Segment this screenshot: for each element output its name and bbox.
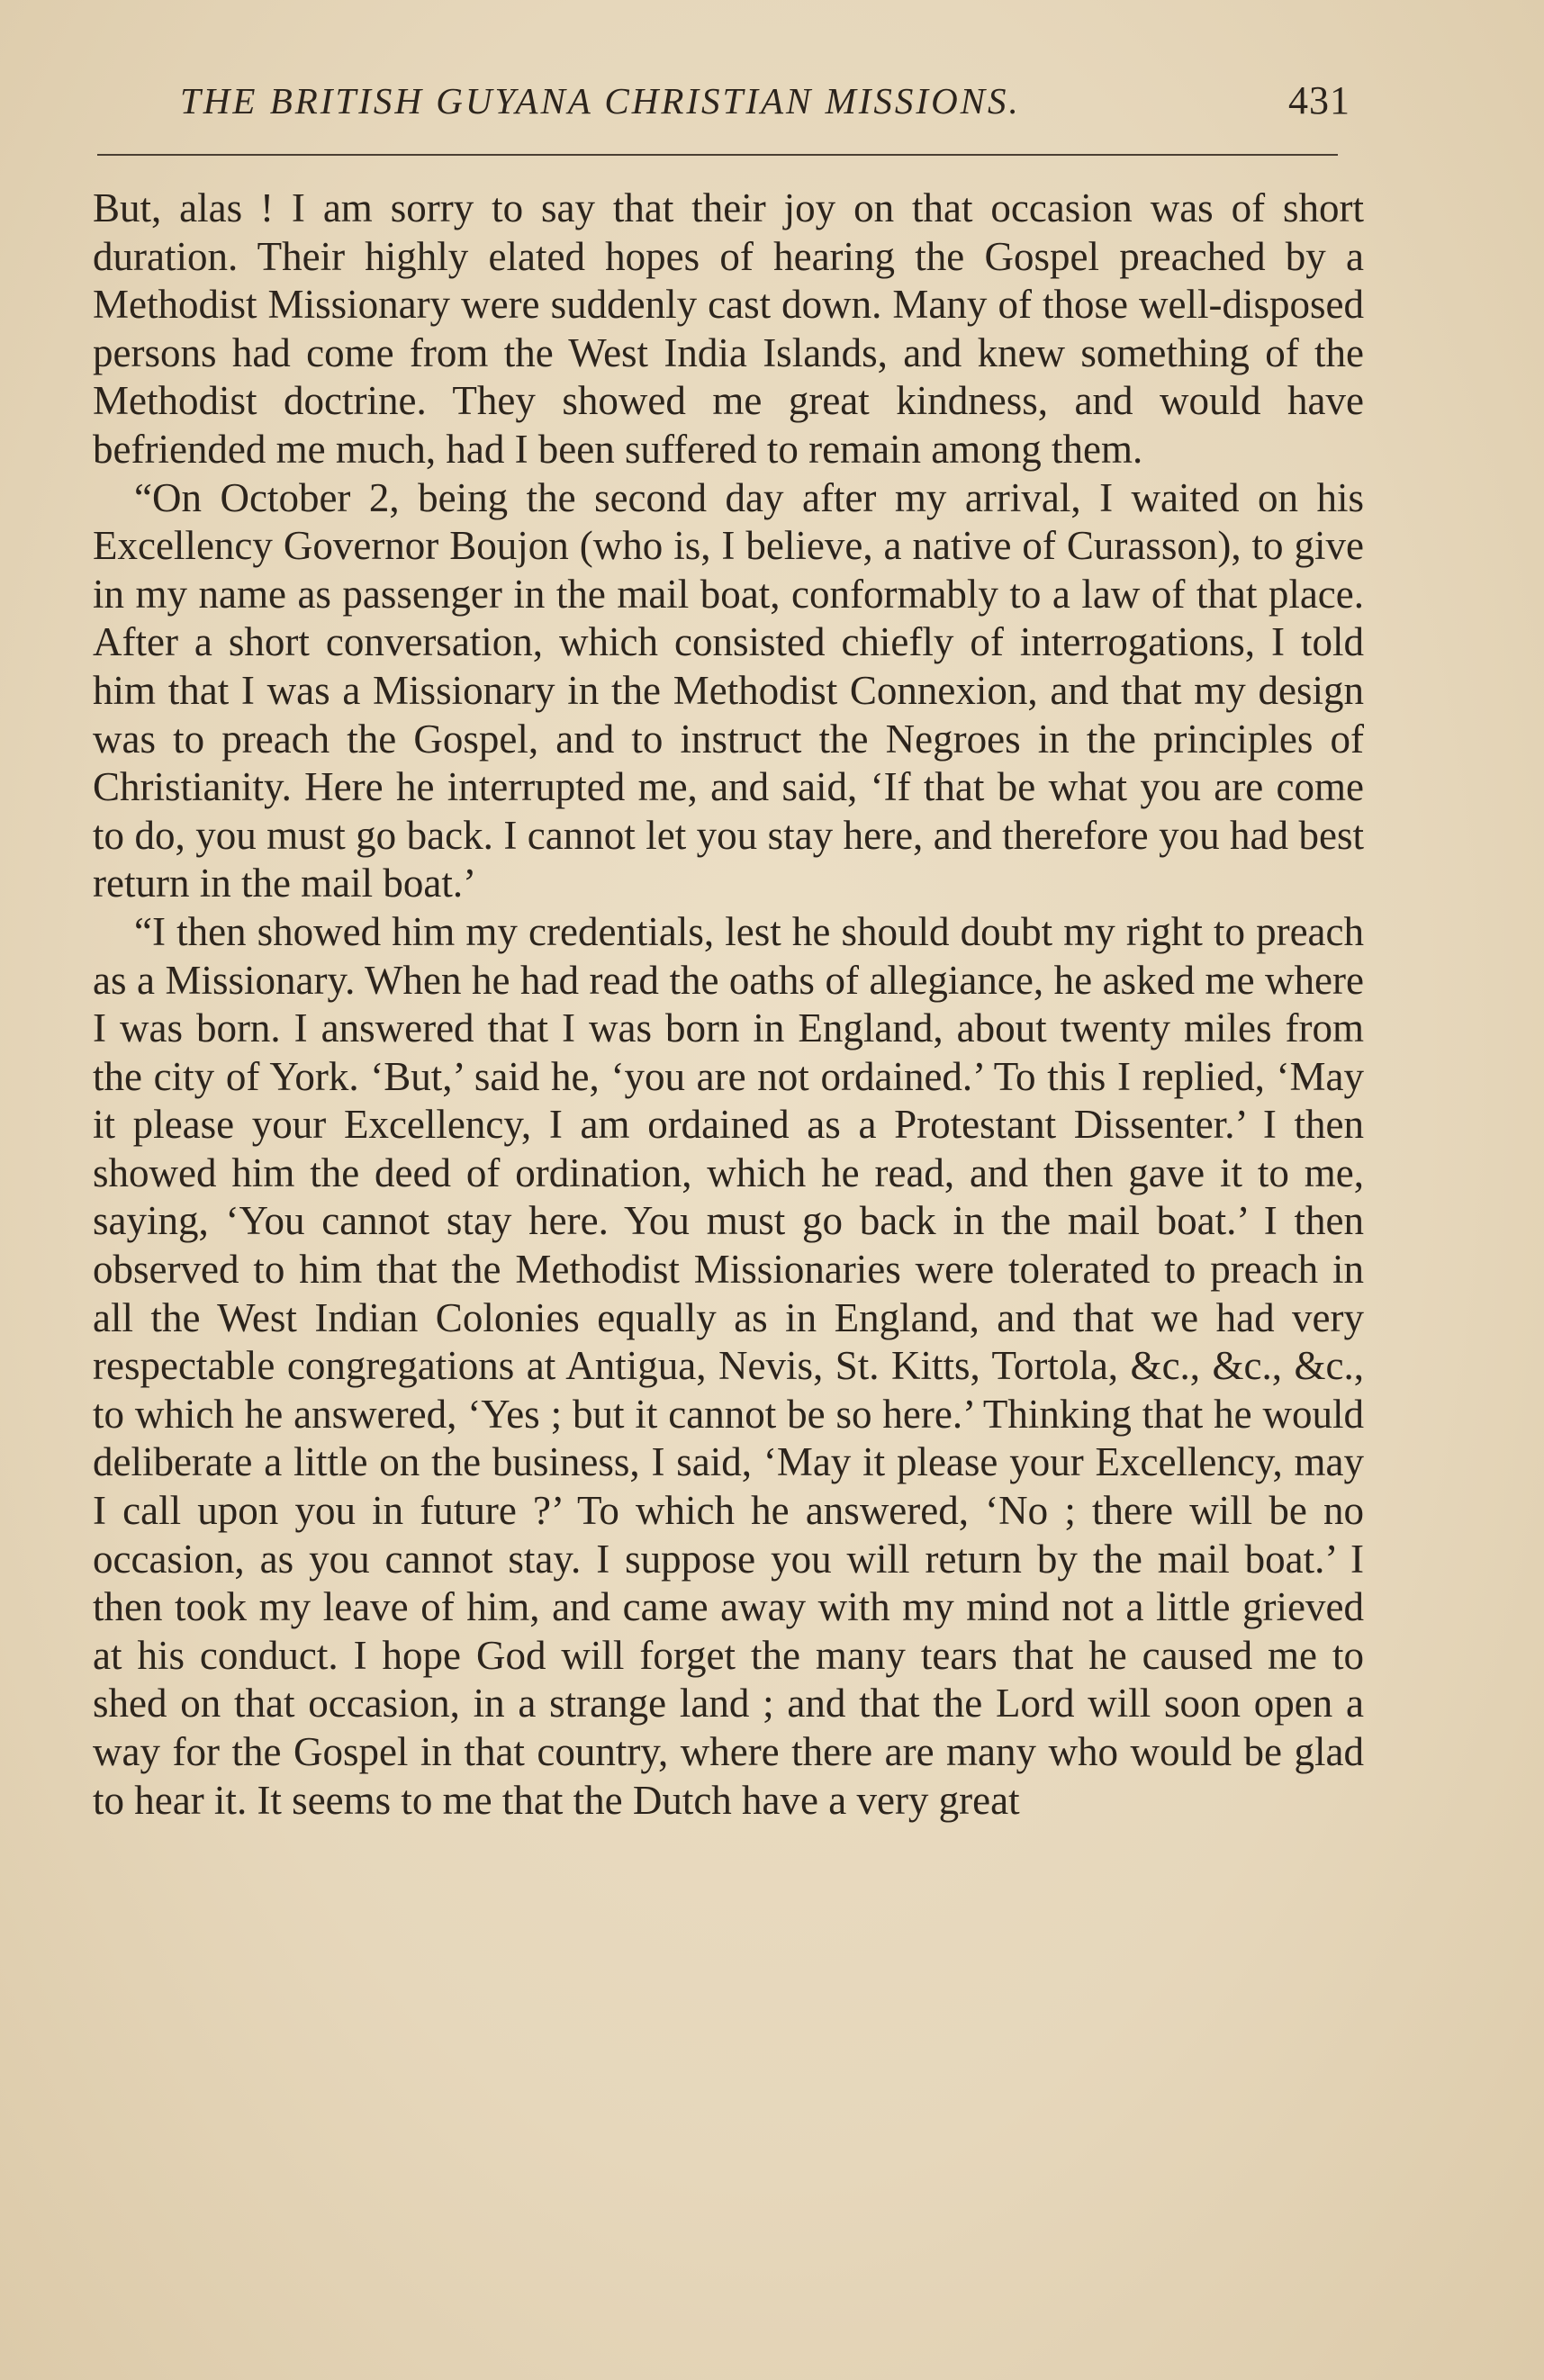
paragraph-3: “I then showed him my credentials, lest he should doubt my right to preach as a Missionary. When he had read the oaths of allegiance, he asked me where I was born. I answered that I was born in England, about twenty miles from the city of York. ‘But,’ said he, ‘you are not ordained.’ To this I replied, ‘May it please your Excellency, I am ordained as a Protestant Dissenter.’ I then showed him the deed of ordination, which he read, and then gave it to me, saying, ‘You cannot stay here. You must go back in the mail boat.’ I then observed to him that the Methodist Missionaries were tolerated to preach in all the West Indian Colonies equally as in England, and that we had very respectable congregations at Antigua, Nevis, St. Kitts, Tortola, &c., &c., &c., to which he answered, ‘Yes ; but it cannot be so here.’ Thinking that he would deliberate a little on the business, I said, ‘May it please your Excellency, may I call upon you in future ?’ To which he answered, ‘No ; there will be no occasion, as you cannot stay. I suppose you will return by the mail boat.’ I then took my leave of him, and came away with my mind not a little grieved at his conduct. I hope God will forget the many tears that he caused me to shed on that occasion, in a strange land ; and that the Lord will soon open a way for the Gospel in that country, where there are many who would be glad to hear it. It seems to me that the Dutch have a very great — [93, 908, 1364, 1823]
header-rule — [97, 154, 1338, 156]
body-text — [93, 185, 1364, 1825]
running-head — [180, 79, 1350, 133]
paragraph-2: “On October 2, being the second day after my arrival, I waited on his Excellency Governor Boujon (who is, I believe, a native of Curasson), to give in my name as passenger in the mail boat, conformably to a law of that place. After a short conversation, which consisted chiefly of interrogations, I told him that I was a Missionary in the Methodist Connexion, and that my design was to preach the Gospel, and to instruct the Negroes in the principles of Christianity. Here he interrupted me, and said, ‘If that be what you are come to do, you must go back. I cannot let you stay here, and therefore you had best return in the mail boat.’ — [93, 474, 1364, 906]
paragraph-1: But, alas ! I am sorry to say that their joy on that occasion was of short duration. Their highly elated hopes of hearing the Gospel preached by a Methodist Missionary were suddenly cast down. Many of those well-disposed persons had come from the West India Islands, and knew something of the Methodist doctrine. They showed me great kindness, and would have befriended me much, had I been suffered to remain among them. — [93, 185, 1364, 472]
running-title: THE BRITISH GUYANA CHRISTIAN MISSIONS. — [180, 80, 1021, 122]
page-number: 431 — [1288, 78, 1350, 122]
